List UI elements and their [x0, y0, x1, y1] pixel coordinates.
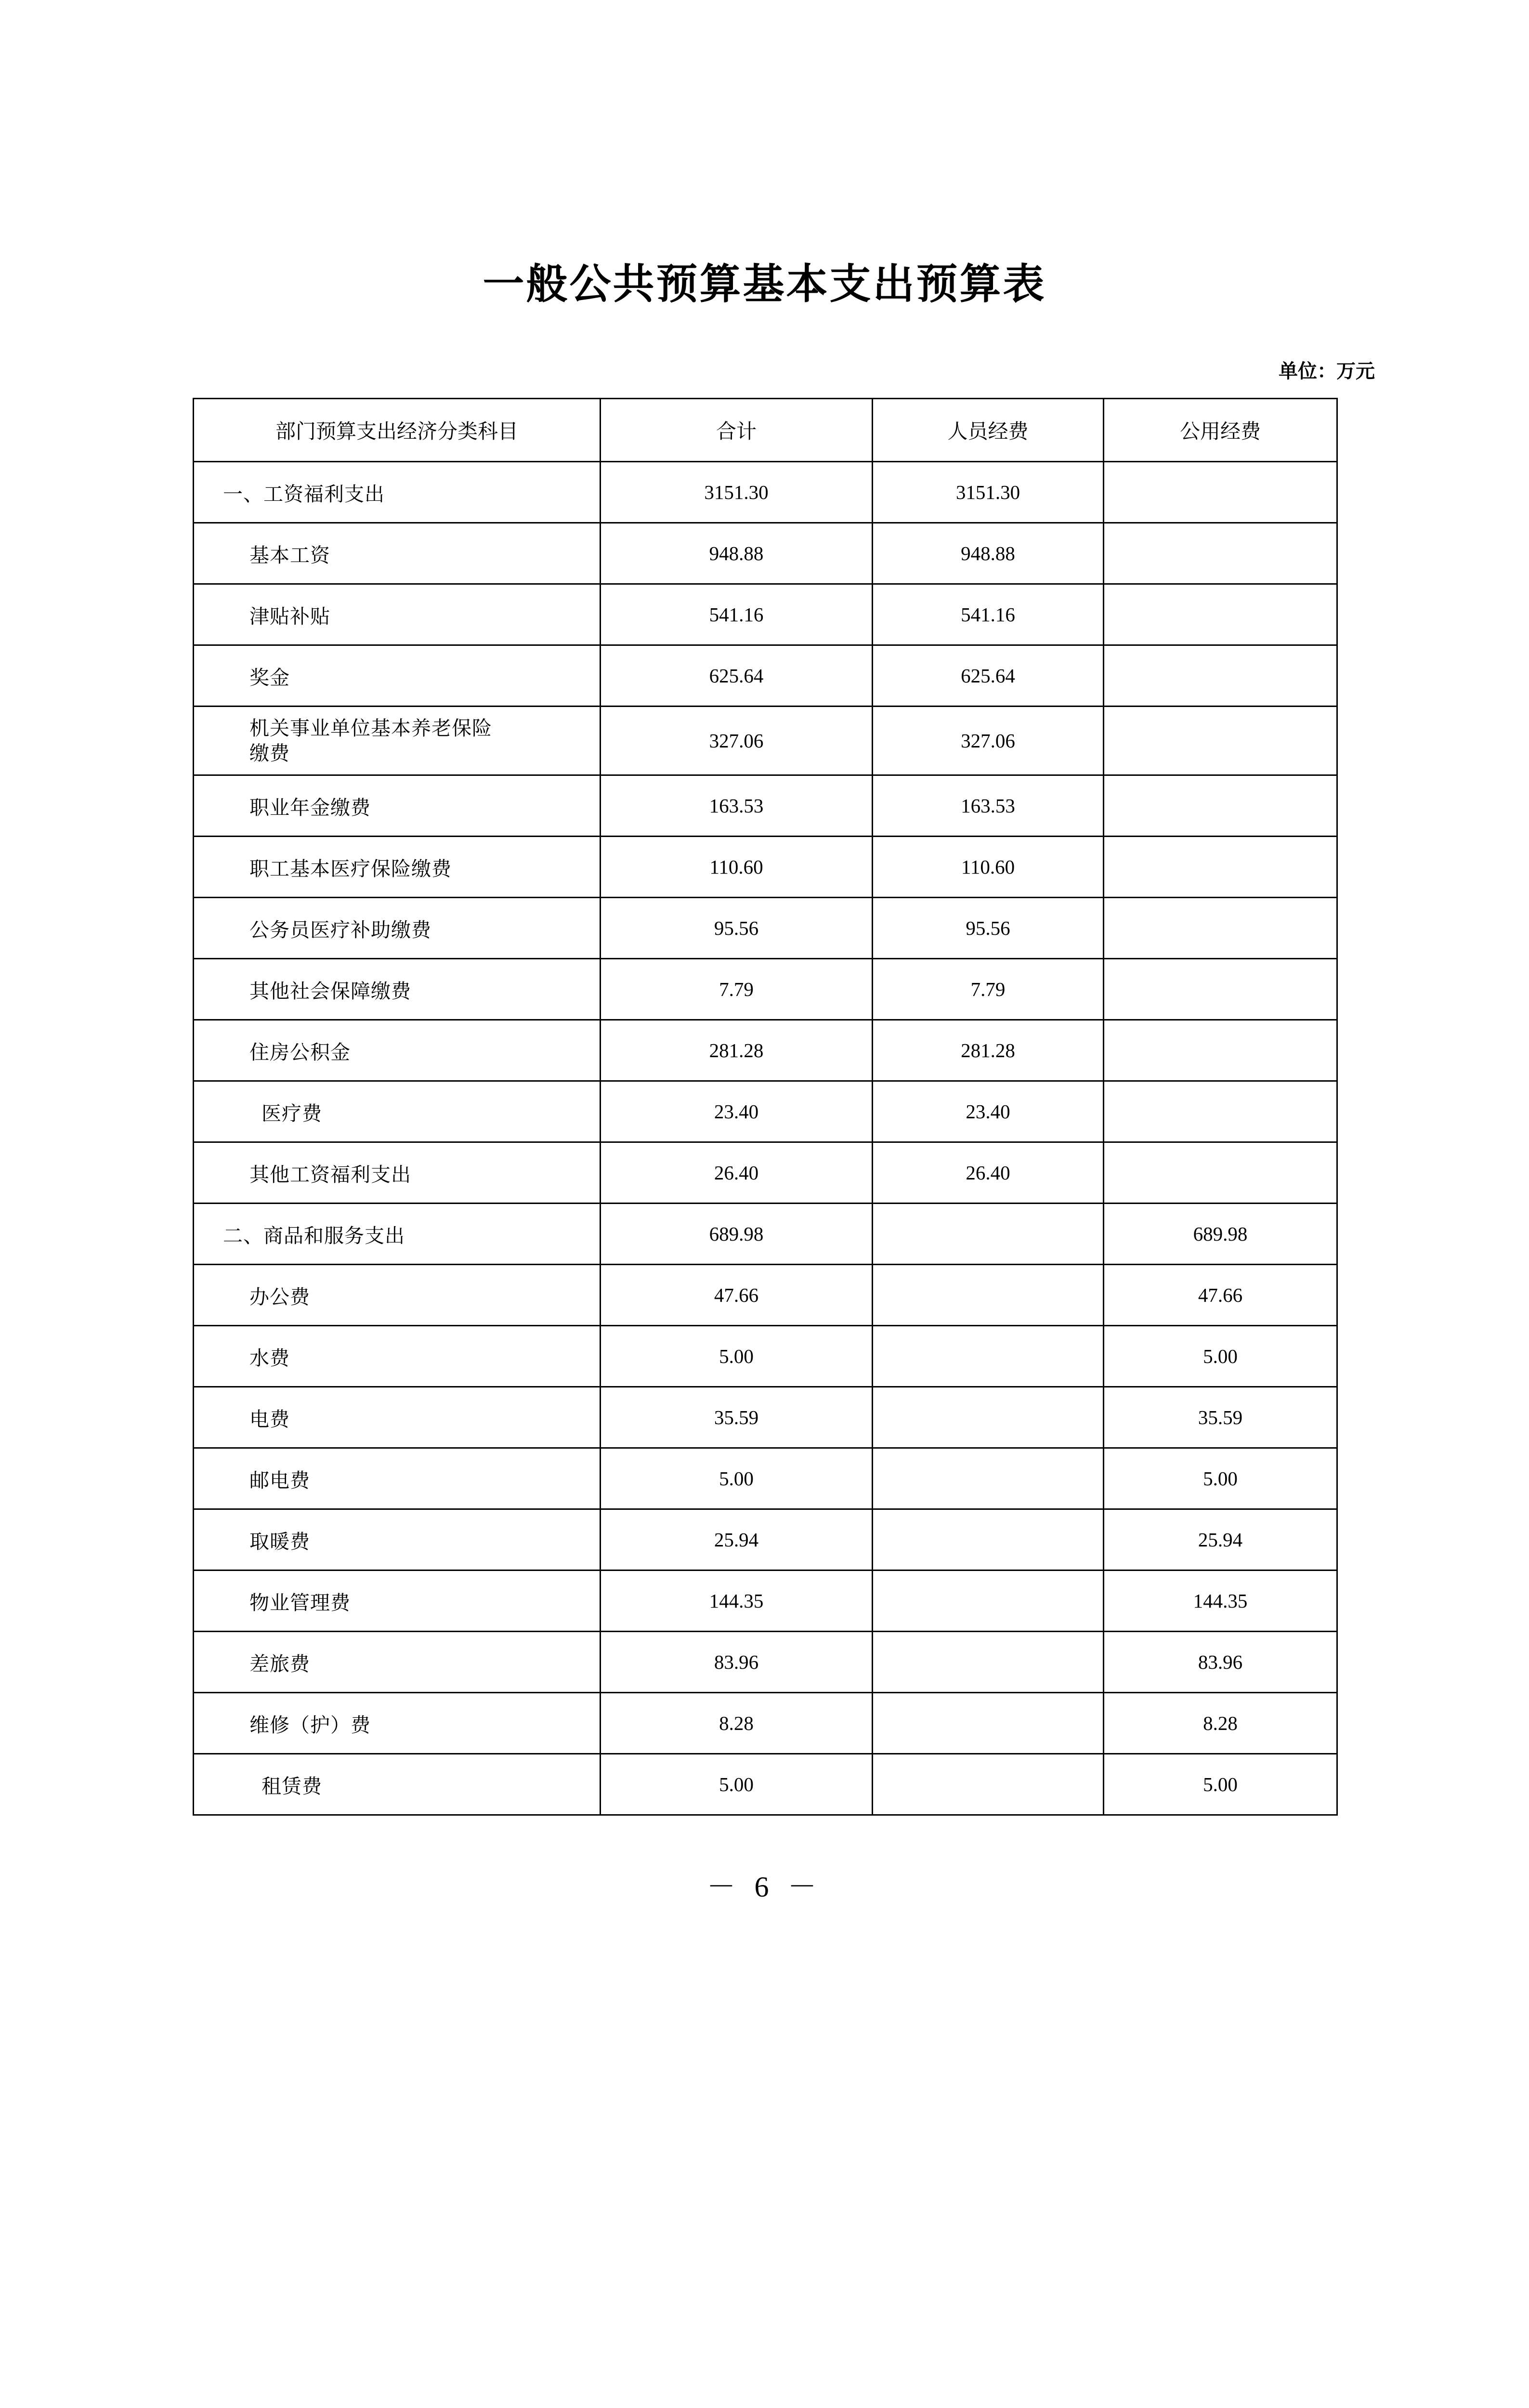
row-value-public: 25.94	[1104, 1509, 1337, 1570]
row-value-personnel	[873, 1754, 1104, 1815]
row-label: 机关事业单位基本养老保险 缴费	[194, 707, 601, 775]
table-row	[194, 462, 1337, 523]
table-row	[194, 645, 1337, 707]
row-label: 职业年金缴费	[194, 775, 601, 837]
row-value-total: 948.88	[601, 523, 873, 584]
row-value-public: 5.00	[1104, 1754, 1337, 1815]
row-value-total: 5.00	[601, 1448, 873, 1509]
row-value-personnel	[873, 1204, 1104, 1265]
row-label: 住房公积金	[194, 1020, 601, 1081]
row-label: 一、工资福利支出	[194, 462, 601, 523]
column-header-public: 公用经费	[1104, 399, 1337, 462]
row-value-personnel: 23.40	[873, 1081, 1104, 1142]
row-value-total: 541.16	[601, 584, 873, 645]
table-row	[194, 1204, 1337, 1265]
row-label: 办公费	[194, 1265, 601, 1326]
row-value-public: 8.28	[1104, 1693, 1337, 1754]
row-value-total: 26.40	[601, 1142, 873, 1204]
row-value-public: 35.59	[1104, 1387, 1337, 1448]
table-row	[194, 1509, 1337, 1570]
row-value-total: 5.00	[601, 1326, 873, 1387]
table-row	[194, 1754, 1337, 1815]
row-label: 取暖费	[194, 1509, 601, 1570]
row-label: 其他社会保障缴费	[194, 959, 601, 1020]
row-value-total: 281.28	[601, 1020, 873, 1081]
row-value-personnel: 948.88	[873, 523, 1104, 584]
table-row	[194, 1142, 1337, 1204]
table-header	[194, 399, 1337, 462]
table-row	[194, 837, 1337, 898]
row-value-total: 47.66	[601, 1265, 873, 1326]
table-row	[194, 523, 1337, 584]
row-value-personnel: 625.64	[873, 645, 1104, 707]
row-value-personnel: 281.28	[873, 1020, 1104, 1081]
table-row	[194, 1020, 1337, 1081]
row-value-personnel: 110.60	[873, 837, 1104, 898]
row-value-public	[1104, 523, 1337, 584]
row-value-total: 5.00	[601, 1754, 873, 1815]
row-value-public	[1104, 1020, 1337, 1081]
page-title: 一般公共预算基本支出预算表	[483, 260, 1046, 308]
table-row	[194, 1632, 1337, 1693]
budget-table	[193, 398, 1338, 1816]
row-value-public: 5.00	[1104, 1326, 1337, 1387]
row-value-total: 163.53	[601, 775, 873, 837]
column-header-total: 合计	[601, 399, 873, 462]
table-row	[194, 1326, 1337, 1387]
row-value-total: 3151.30	[601, 462, 873, 523]
row-value-total: 327.06	[601, 707, 873, 775]
table-row	[194, 584, 1337, 645]
document-page	[0, 250, 1529, 2408]
row-value-personnel	[873, 1326, 1104, 1387]
row-value-total: 7.79	[601, 959, 873, 1020]
row-value-total: 83.96	[601, 1632, 873, 1693]
row-value-public	[1104, 584, 1337, 645]
row-value-public	[1104, 837, 1337, 898]
row-value-personnel	[873, 1632, 1104, 1693]
row-value-personnel	[873, 1387, 1104, 1448]
row-value-total: 689.98	[601, 1204, 873, 1265]
row-value-public	[1104, 707, 1337, 775]
row-value-total: 95.56	[601, 898, 873, 959]
row-label: 邮电费	[194, 1448, 601, 1509]
budget-table-container	[0, 398, 1529, 1816]
row-value-public: 83.96	[1104, 1632, 1337, 1693]
row-value-total: 144.35	[601, 1570, 873, 1632]
row-label: 水费	[194, 1326, 601, 1387]
row-value-public: 5.00	[1104, 1448, 1337, 1509]
row-value-total: 23.40	[601, 1081, 873, 1142]
row-value-personnel: 3151.30	[873, 462, 1104, 523]
row-value-public	[1104, 959, 1337, 1020]
page-footer-number: － 6 －	[706, 1871, 823, 1903]
row-value-public: 144.35	[1104, 1570, 1337, 1632]
row-value-total: 110.60	[601, 837, 873, 898]
row-label: 其他工资福利支出	[194, 1142, 601, 1204]
table-row	[194, 1448, 1337, 1509]
table-row	[194, 1570, 1337, 1632]
table-row	[194, 707, 1337, 775]
row-label: 电费	[194, 1387, 601, 1448]
row-value-public	[1104, 1142, 1337, 1204]
row-value-total: 8.28	[601, 1693, 873, 1754]
row-value-public	[1104, 645, 1337, 707]
table-row	[194, 959, 1337, 1020]
row-label: 物业管理费	[194, 1570, 601, 1632]
table-row	[194, 1387, 1337, 1448]
row-value-public	[1104, 775, 1337, 837]
row-value-personnel: 95.56	[873, 898, 1104, 959]
row-value-personnel	[873, 1570, 1104, 1632]
row-value-personnel	[873, 1509, 1104, 1570]
row-label: 奖金	[194, 645, 601, 707]
row-value-personnel	[873, 1265, 1104, 1326]
table-row	[194, 1081, 1337, 1142]
row-label: 差旅费	[194, 1632, 601, 1693]
table-row	[194, 775, 1337, 837]
row-value-personnel: 327.06	[873, 707, 1104, 775]
row-value-public	[1104, 462, 1337, 523]
row-value-personnel: 541.16	[873, 584, 1104, 645]
table-row	[194, 1265, 1337, 1326]
row-value-total: 35.59	[601, 1387, 873, 1448]
row-value-total: 25.94	[601, 1509, 873, 1570]
row-value-personnel	[873, 1693, 1104, 1754]
row-value-personnel	[873, 1448, 1104, 1509]
row-label: 租赁费	[194, 1754, 601, 1815]
table-body	[194, 462, 1337, 1815]
row-label: 基本工资	[194, 523, 601, 584]
row-value-public	[1104, 1081, 1337, 1142]
row-label: 津贴补贴	[194, 584, 601, 645]
column-header-personnel: 人员经费	[873, 399, 1104, 462]
table-row	[194, 898, 1337, 959]
row-label: 医疗费	[194, 1081, 601, 1142]
row-value-personnel: 163.53	[873, 775, 1104, 837]
table-header-row	[194, 399, 1337, 462]
table-row	[194, 1693, 1337, 1754]
row-label: 维修（护）费	[194, 1693, 601, 1754]
unit-note: 单位：万元	[1279, 360, 1375, 382]
row-value-total: 625.64	[601, 645, 873, 707]
column-header-subject: 部门预算支出经济分类科目	[194, 399, 601, 462]
row-value-personnel: 26.40	[873, 1142, 1104, 1204]
row-label: 职工基本医疗保险缴费	[194, 837, 601, 898]
row-value-public: 689.98	[1104, 1204, 1337, 1265]
row-value-public: 47.66	[1104, 1265, 1337, 1326]
row-label: 公务员医疗补助缴费	[194, 898, 601, 959]
row-value-public	[1104, 898, 1337, 959]
row-label: 二、商品和服务支出	[194, 1204, 601, 1265]
row-value-personnel: 7.79	[873, 959, 1104, 1020]
